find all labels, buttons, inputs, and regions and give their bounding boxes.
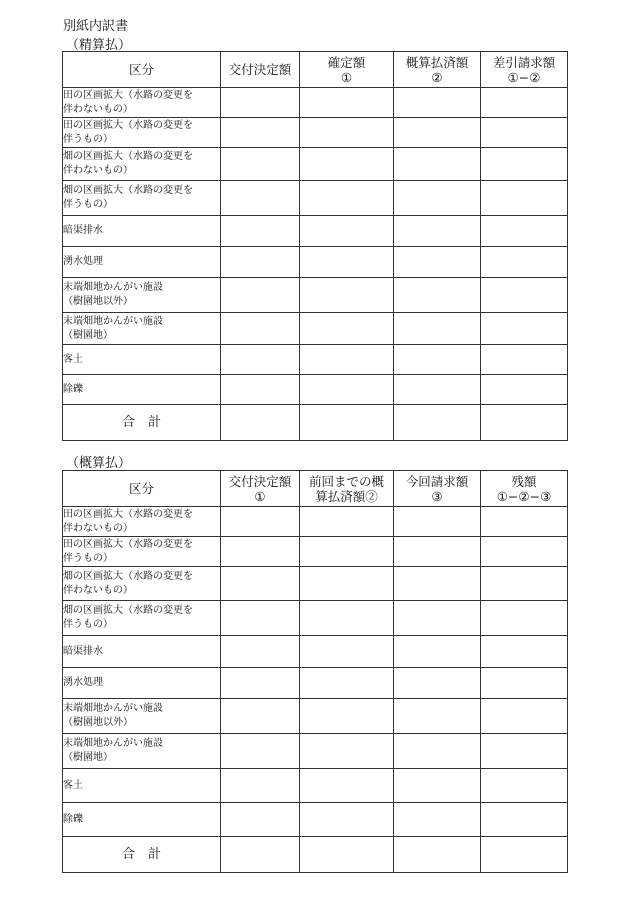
amount-cell[interactable] — [394, 247, 481, 278]
seisan-table — [62, 51, 568, 441]
amount-cell[interactable] — [481, 769, 568, 803]
header-kofu-kettei: 交付決定額 — [221, 52, 300, 88]
amount-cell[interactable] — [300, 601, 394, 636]
amount-cell[interactable] — [394, 769, 481, 803]
header-zangaku: 残額 ①−②−③ — [481, 471, 568, 507]
section-label-seisan: （精算払） — [66, 38, 132, 53]
header-gaisan-sumi: 概算払済額 ② — [394, 52, 481, 88]
table-row — [63, 601, 568, 636]
amount-cell[interactable] — [300, 181, 394, 216]
amount-cell[interactable] — [300, 148, 394, 181]
total-cell[interactable] — [394, 837, 481, 873]
amount-cell[interactable] — [481, 118, 568, 148]
amount-cell[interactable] — [221, 148, 300, 181]
amount-cell[interactable] — [300, 567, 394, 601]
row-label: 暗渠排水 — [63, 216, 221, 247]
amount-cell[interactable] — [300, 118, 394, 148]
amount-cell[interactable] — [300, 507, 394, 537]
section-label-gaisan: （概算払） — [66, 456, 132, 471]
table-header-row — [63, 471, 568, 507]
amount-cell[interactable] — [221, 345, 300, 375]
row-label: 畑の区画拡大（水路の変更を 伴うもの） — [63, 181, 221, 216]
amount-cell[interactable] — [394, 313, 481, 345]
document-title: 別紙内訳書 — [63, 19, 129, 34]
header-kakutei: 確定額 ① — [300, 52, 394, 88]
amount-cell[interactable] — [394, 567, 481, 601]
amount-cell[interactable] — [221, 278, 300, 313]
amount-cell[interactable] — [394, 375, 481, 405]
row-label: 末端畑地かんがい施設 （樹園地以外） — [63, 278, 221, 313]
total-row — [63, 405, 568, 441]
row-label: 除礫 — [63, 375, 221, 405]
amount-cell[interactable] — [394, 148, 481, 181]
amount-cell[interactable] — [481, 375, 568, 405]
amount-cell[interactable] — [481, 537, 568, 567]
row-label: 畑の区画拡大（水路の変更を 伴うもの） — [63, 601, 221, 636]
amount-cell[interactable] — [481, 507, 568, 537]
amount-cell[interactable] — [221, 375, 300, 405]
amount-cell[interactable] — [300, 345, 394, 375]
amount-cell[interactable] — [221, 507, 300, 537]
row-label: 田の区画拡大（水路の変更を 伴わないもの） — [63, 507, 221, 537]
amount-cell[interactable] — [481, 601, 568, 636]
header-kofu-kettei: 交付決定額 ① — [221, 471, 300, 507]
amount-cell[interactable] — [394, 537, 481, 567]
amount-cell[interactable] — [481, 734, 568, 769]
amount-cell[interactable] — [221, 769, 300, 803]
amount-cell[interactable] — [300, 375, 394, 405]
amount-cell[interactable] — [394, 636, 481, 668]
amount-cell[interactable] — [394, 216, 481, 247]
row-label: 田の区画拡大（水路の変更を 伴うもの） — [63, 537, 221, 567]
amount-cell[interactable] — [481, 278, 568, 313]
table-row — [63, 148, 568, 181]
amount-cell[interactable] — [394, 88, 481, 118]
table-row — [63, 507, 568, 537]
amount-cell[interactable] — [221, 537, 300, 567]
table-row — [63, 567, 568, 601]
amount-cell[interactable] — [221, 699, 300, 734]
total-cell[interactable] — [300, 405, 394, 441]
total-cell[interactable] — [481, 405, 568, 441]
amount-cell[interactable] — [481, 181, 568, 216]
amount-cell[interactable] — [481, 636, 568, 668]
table-row — [63, 345, 568, 375]
header-kubun: 区分 — [63, 471, 221, 507]
amount-cell[interactable] — [221, 216, 300, 247]
amount-cell[interactable] — [221, 88, 300, 118]
amount-cell[interactable] — [481, 345, 568, 375]
total-cell[interactable] — [394, 405, 481, 441]
amount-cell[interactable] — [394, 345, 481, 375]
row-label: 客土 — [63, 769, 221, 803]
table-row — [63, 734, 568, 769]
amount-cell[interactable] — [300, 803, 394, 837]
table-row — [63, 803, 568, 837]
amount-cell[interactable] — [394, 668, 481, 699]
amount-cell[interactable] — [221, 313, 300, 345]
table-row — [63, 537, 568, 567]
header-konkai-seikyu: 今回請求額 ③ — [394, 471, 481, 507]
amount-cell[interactable] — [394, 734, 481, 769]
amount-cell[interactable] — [221, 567, 300, 601]
amount-cell[interactable] — [481, 803, 568, 837]
amount-cell[interactable] — [300, 537, 394, 567]
amount-cell[interactable] — [300, 278, 394, 313]
table-header-row — [63, 52, 568, 88]
amount-cell[interactable] — [481, 668, 568, 699]
table-row — [63, 375, 568, 405]
amount-cell[interactable] — [300, 313, 394, 345]
row-label: 田の区画拡大（水路の変更を 伴わないもの） — [63, 88, 221, 118]
table-row — [63, 181, 568, 216]
amount-cell[interactable] — [394, 278, 481, 313]
amount-cell[interactable] — [221, 668, 300, 699]
amount-cell[interactable] — [394, 181, 481, 216]
amount-cell[interactable] — [300, 216, 394, 247]
amount-cell[interactable] — [300, 734, 394, 769]
total-row — [63, 837, 568, 873]
amount-cell[interactable] — [221, 803, 300, 837]
row-label: 暗渠排水 — [63, 636, 221, 668]
row-label: 客土 — [63, 345, 221, 375]
header-sashihiki: 差引請求額 ①−② — [481, 52, 568, 88]
amount-cell[interactable] — [300, 699, 394, 734]
table-row — [63, 278, 568, 313]
gaisan-table — [62, 470, 568, 873]
table-row — [63, 636, 568, 668]
total-cell[interactable] — [221, 837, 300, 873]
row-label: 末端畑地かんがい施設 （樹園地以外） — [63, 699, 221, 734]
row-label: 末端畑地かんがい施設 （樹園地） — [63, 734, 221, 769]
amount-cell[interactable] — [221, 636, 300, 668]
row-label: 末端畑地かんがい施設 （樹園地） — [63, 313, 221, 345]
amount-cell[interactable] — [221, 118, 300, 148]
table-row — [63, 769, 568, 803]
amount-cell[interactable] — [481, 148, 568, 181]
table-row — [63, 88, 568, 118]
row-label: 湧水処理 — [63, 247, 221, 278]
amount-cell[interactable] — [221, 601, 300, 636]
row-label: 湧水処理 — [63, 668, 221, 699]
amount-cell[interactable] — [481, 216, 568, 247]
table-row — [63, 699, 568, 734]
amount-cell[interactable] — [394, 507, 481, 537]
total-cell[interactable] — [221, 405, 300, 441]
row-label: 畑の区画拡大（水路の変更を 伴わないもの） — [63, 148, 221, 181]
amount-cell[interactable] — [394, 803, 481, 837]
amount-cell[interactable] — [300, 668, 394, 699]
amount-cell[interactable] — [481, 88, 568, 118]
amount-cell[interactable] — [221, 734, 300, 769]
amount-cell[interactable] — [221, 181, 300, 216]
amount-cell[interactable] — [481, 247, 568, 278]
total-label: 合 計 — [63, 405, 221, 441]
table-row — [63, 118, 568, 148]
amount-cell[interactable] — [300, 636, 394, 668]
amount-cell[interactable] — [300, 769, 394, 803]
table-row — [63, 668, 568, 699]
amount-cell[interactable] — [394, 699, 481, 734]
total-label: 合 計 — [63, 837, 221, 873]
row-label: 除礫 — [63, 803, 221, 837]
amount-cell[interactable] — [300, 247, 394, 278]
total-cell[interactable] — [481, 837, 568, 873]
amount-cell[interactable] — [481, 699, 568, 734]
header-kubun: 区分 — [63, 52, 221, 88]
row-label: 田の区画拡大（水路の変更を 伴うもの） — [63, 118, 221, 148]
amount-cell[interactable] — [481, 567, 568, 601]
table-row — [63, 216, 568, 247]
header-zenkai-gaisan: 前回までの概 算払済額② — [300, 471, 394, 507]
amount-cell[interactable] — [394, 118, 481, 148]
row-label: 畑の区画拡大（水路の変更を 伴わないもの） — [63, 567, 221, 601]
amount-cell[interactable] — [481, 313, 568, 345]
amount-cell[interactable] — [394, 601, 481, 636]
amount-cell[interactable] — [221, 247, 300, 278]
amount-cell[interactable] — [300, 88, 394, 118]
table-row — [63, 313, 568, 345]
total-cell[interactable] — [300, 837, 394, 873]
table-row — [63, 247, 568, 278]
